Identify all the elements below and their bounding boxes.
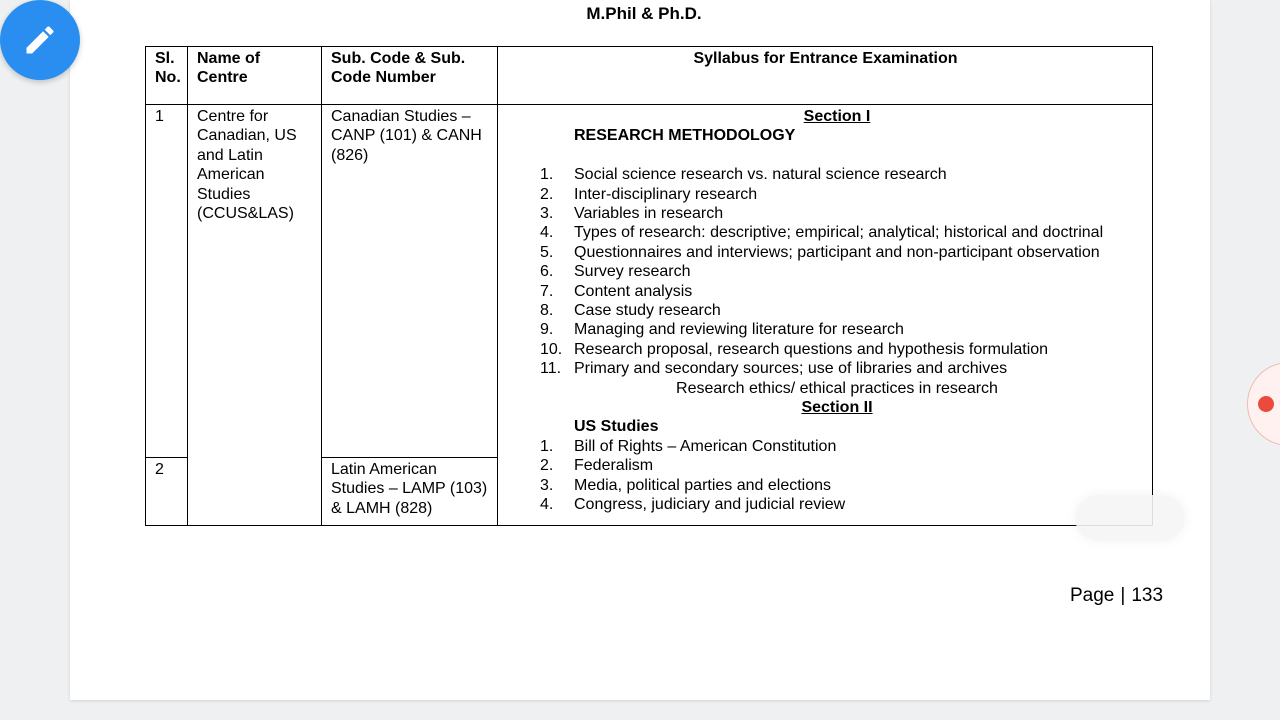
list-item: 4. Types of research: descriptive; empirical; analytical; historical and doctrinal [540,224,1104,242]
header-sl-no: Sl. No. [146,47,188,105]
section-topic: US Studies [574,418,659,436]
table-row [146,105,1153,458]
list-item: 10. Research proposal, research questions and hypothesis formulation [540,340,1049,358]
list-item: 11. Primary and secondary sources; use of libraries and archives [540,360,1008,378]
section-heading: Section I [803,108,871,125]
list-item: 1. Social science research vs. natural science research [540,166,947,184]
list-item: 3. Variables in research [540,205,724,223]
list-item: 8. Case study research [540,302,721,320]
section-heading: Section II [801,399,873,417]
header-syllabus: Syllabus for Entrance Examination [498,47,1153,105]
centre-name-cell: Centre for Canadian, US and Latin American Studies (CCUS&LAS) [188,105,322,526]
syllabus-table [145,46,1153,526]
record-dot-icon [1258,396,1274,412]
header-sub-code: Sub. Code & Sub. Code Number [322,47,498,105]
list-item: 6. Survey research [540,263,691,281]
list-item: 7. Content analysis [540,282,693,300]
subject-code-cell: Canadian Studies – CANP (101) & CANH (826) [322,105,498,458]
header-centre-name: Name of Centre [188,47,322,105]
ethics-line: Research ethics/ ethical practices in research [676,379,998,397]
list-item: 4. Congress, judiciary and judicial review [540,496,846,514]
list-item: 5. Questionnaires and interviews; participant and non-participant observation [540,243,1100,261]
list-item: 2. Federalism [540,457,654,475]
subject-code-cell: Latin American Studies – LAMP (103) & LAMH (828) [322,458,498,526]
spacer [540,146,1134,165]
floating-control[interactable] [1075,495,1185,541]
section1-list [540,165,1134,378]
row-sl-no: 2 [146,458,188,526]
table-header-row [146,47,1153,105]
list-item: 2. Inter-disciplinary research [540,185,758,203]
row-sl-no: 1 [146,105,188,458]
list-item: 1. Bill of Rights – American Constitution [540,437,837,455]
pencil-icon [22,22,58,58]
section-topic: RESEARCH METHODOLOGY [574,127,796,145]
edit-button[interactable] [0,0,80,80]
list-item: 9. Managing and reviewing literature for research [540,321,904,339]
page-number: Page | 133 [1070,585,1164,606]
document-title: M.Phil & Ph.D. [586,4,702,23]
syllabus-cell [498,105,1153,526]
record-button[interactable] [1247,362,1280,446]
section2-list [540,437,1134,515]
list-item: 3. Media, political parties and elections [540,476,832,494]
